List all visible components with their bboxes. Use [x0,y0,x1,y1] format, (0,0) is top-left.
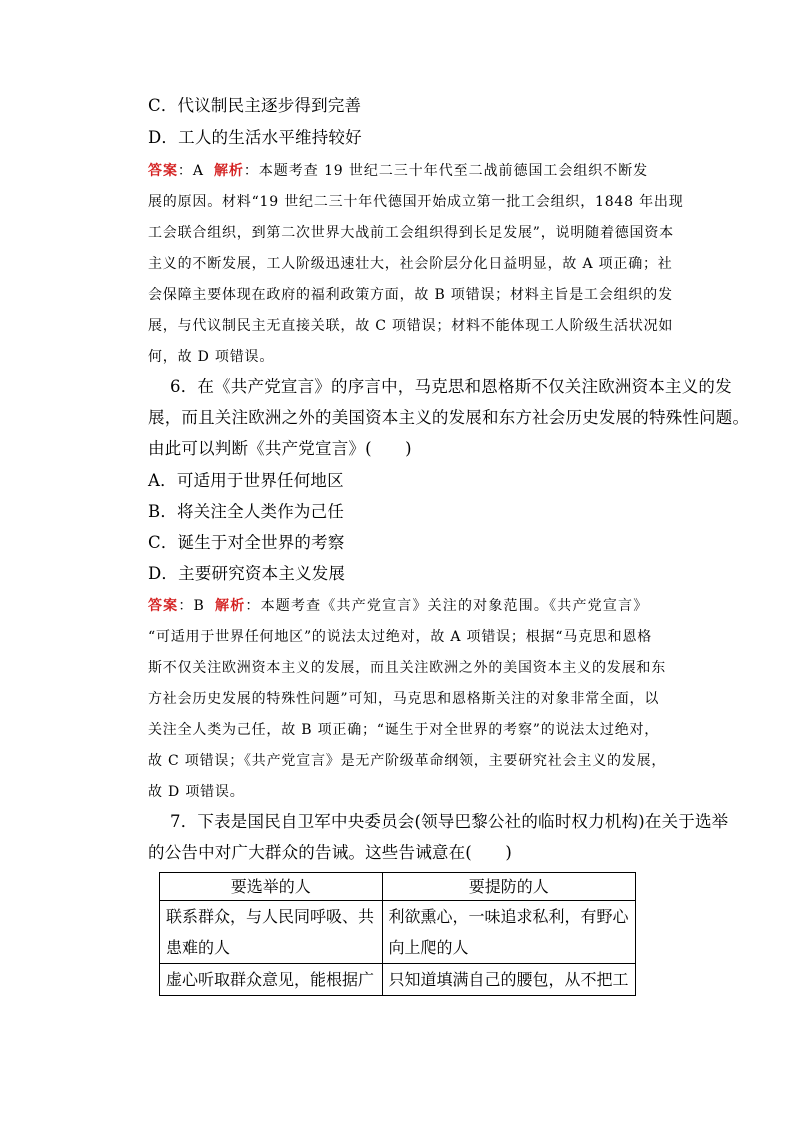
table-row [160,901,636,964]
q6-stem-line-2: 展，而且关注欧洲之外的美国资本主义的发展和东方社会历史发展的特殊性问题。 [148,408,750,427]
q6-answer-line-1 [148,595,648,617]
answer-label: 答案 [148,163,178,179]
table-cell: 联系群众，与人民同呼吸、共患难的人 [160,901,383,964]
q5-analysis-line-3: 工会联合组织，到第二次世界大战前工会组织得到长足发展”，说明随着德国资本 [148,225,674,241]
table-header-cell: 要选举的人 [160,873,383,901]
analysis-label: 解析 [214,598,246,614]
q5-option-d: D．工人的生活水平维持较好 [148,128,362,147]
q5-option-c: C．代议制民主逐步得到完善 [148,96,362,115]
q5-analysis-line-4: 主义的不断发展，工人阶级迅速壮大，社会阶层分化日益明显，故 A 项正确；社 [148,256,673,272]
table-header-row [160,873,636,901]
q6-analysis-line-2: “可适用于世界任何地区”的说法太过绝对，故 A 项错误；根据“马克思和恩格 [148,629,653,645]
table-cell: 只知道填满自己的腰包，从不把工 [382,964,635,996]
analysis-text: ：本题考查 19 世纪二三十年代至二战前德国工会组织不断发 [243,163,648,179]
q6-analysis-line-5: 关注全人类为己任，故 B 项正确；“诞生于对全世界的考察”的说法太过绝对， [148,722,660,738]
q5-analysis-line-6: 展，与代议制民主无直接关联，故 C 项错误；材料不能体现工人阶级生活状况如 [148,318,674,334]
comparison-table [159,872,636,996]
q6-option-a: A．可适用于世界任何地区 [148,471,344,490]
analysis-text: ：本题考查《共产党宣言》关注的对象范围。《共产党宣言》 [245,598,648,614]
answer-label: 答案 [148,598,179,614]
q5-analysis-line-7: 何，故 D 项错误。 [148,349,275,365]
q6-stem-line-1: 6．在《共产党宣言》的序言中，马克思和恩格斯不仅关注欧洲资本主义的发 [170,377,732,396]
answer-value: ：B [178,598,205,614]
q6-analysis-line-6: 故 C 项错误；《共产党宣言》是无产阶级革命纲领，主要研究社会主义的发展， [148,753,667,769]
table-header-cell: 要提防的人 [382,873,635,901]
q7-stem-line-2: 的公告中对广大群众的告诫。这些告诫意在( ) [148,843,512,862]
q5-analysis-line-5: 会保障主要体现在政府的福利政策方面，故 B 项错误；材料主旨是工会组织的发 [148,287,673,303]
table-cell: 虚心听取群众意见，能根据广 [160,964,383,996]
q6-analysis-line-7: 故 D 项错误。 [148,784,245,800]
q5-answer-line-1 [148,160,648,182]
answer-value: ：A [177,163,204,179]
q6-stem-line-3: 由此可以判断《共产党宣言》( ) [148,439,412,458]
table-cell: 利欲熏心，一味追求私利，有野心向上爬的人 [382,901,635,964]
q6-option-b: B．将关注全人类作为己任 [148,502,345,521]
q6-option-d: D．主要研究资本主义发展 [148,564,346,583]
table-row [160,964,636,996]
q5-analysis-line-2: 展的原因。材料“19 世纪二三十年代德国开始成立第一批工会组织，1848 年出现 [148,194,684,210]
q6-analysis-line-3: 斯不仅关注欧洲资本主义的发展，而且关注欧洲之外的美国资本主义的发展和东 [148,660,666,676]
q6-option-c: C．诞生于对全世界的考察 [148,533,345,552]
q6-analysis-line-4: 方社会历史发展的特殊性问题”可知，马克思和恩格斯关注的对象非常全面，以 [148,691,660,707]
analysis-label: 解析 [213,163,244,179]
q7-stem-line-1: 7．下表是国民自卫军中央委员会(领导巴黎公社的临时权力机构)在关于选举 [170,812,729,831]
